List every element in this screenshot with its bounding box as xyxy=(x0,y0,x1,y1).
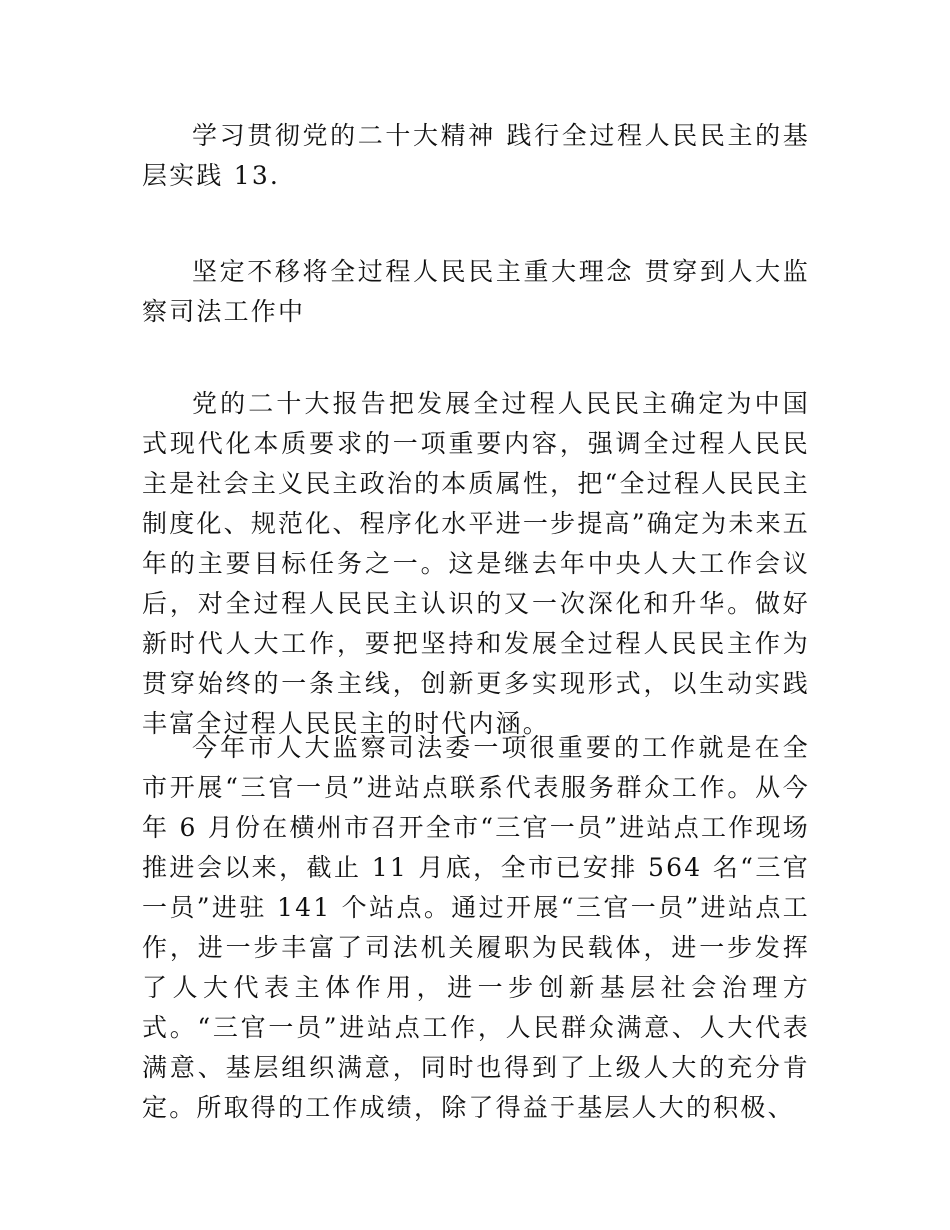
body-paragraph-2: 今年市人大监察司法委一项很重要的工作就是在全市开展“三官一员”进站点联系代表服务群众工作。从今年 6 月份在横州市召开全市“三官一员”进站点工作现场推进会以来，截止 11 月底，全市已安排 564 名“三官一员”进驻 141 个站点。通过开展“三官一员”进站点工作，进一步丰富了司法机关履职为民载体，进一步发挥了人大代表主体作用，进一步创新基层社会治理方式。“三官一员”进站点工作，人民群众满意、人大代表满意、基层组织满意，同时也得到了上级人大的充分肯定。所取得的工作成绩，除了得益于基层人大的积极、 xyxy=(142,733,810,1122)
document-subtitle: 坚定不移将全过程人民民主重大理念 贯穿到人大监察司法工作中 xyxy=(142,257,810,326)
document-title: 学习贯彻党的二十大精神 践行全过程人民民主的基层实践 13． xyxy=(142,121,810,190)
body-paragraph-1: 党的二十大报告把发展全过程人民民主确定为中国式现代化本质要求的一项重要内容，强调全过程人民民主是社会主义民主政治的本质属性，把“全过程人民民主制度化、规范化、程序化水平进一步提高”确定为未来五年的主要目标任务之一。这是继去年中央人大工作会议后，对全过程人民民主认识的又一次深化和升华。做好新时代人大工作，要把坚持和发展全过程人民民主作为贯穿始终的一条主线，创新更多实现形式，以生动实践丰富全过程人民民主的时代内涵。 xyxy=(142,389,810,738)
